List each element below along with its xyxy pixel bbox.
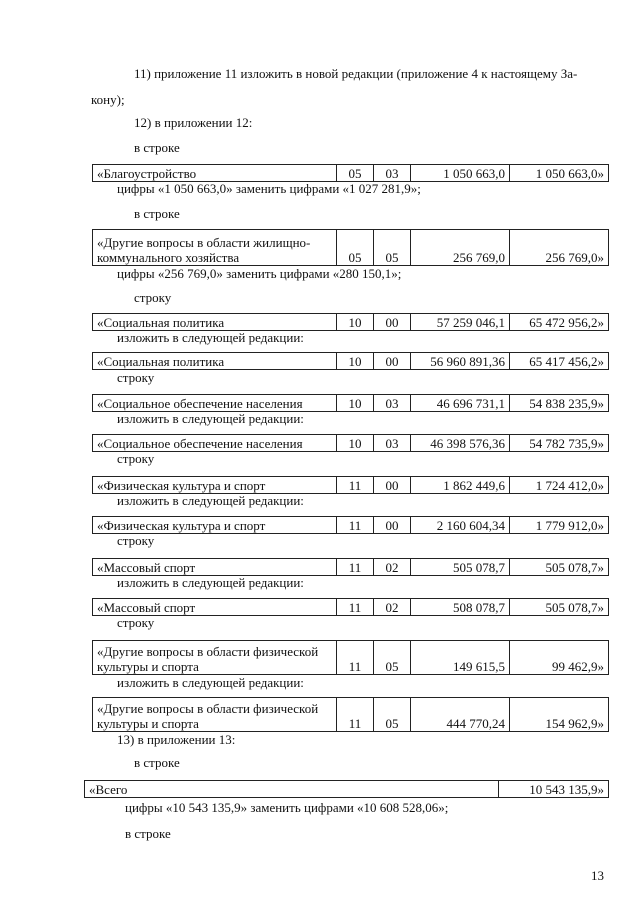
row-value-1: 56 960 891,36 bbox=[411, 353, 510, 370]
row-subsection: 03 bbox=[374, 395, 411, 412]
budget-row-mass-sport bbox=[92, 558, 609, 576]
restate-phrase: изложить в следующей редакции: bbox=[117, 675, 304, 690]
budget-row-social-policy-new bbox=[92, 352, 609, 370]
row-section: 11 bbox=[337, 559, 374, 576]
row-subsection: 00 bbox=[374, 353, 411, 370]
in-row-phrase: в строке bbox=[134, 755, 180, 770]
row-section: 05 bbox=[337, 165, 374, 182]
row-phrase: строку bbox=[117, 370, 155, 385]
total-value: 10 543 135,9» bbox=[499, 781, 609, 798]
row-value-2: 1 050 663,0» bbox=[510, 165, 609, 182]
row-value-2: 1 779 912,0» bbox=[510, 517, 609, 534]
in-row-phrase: в строке bbox=[134, 140, 180, 155]
row-subsection: 00 bbox=[374, 314, 411, 331]
replacement-text: цифры «256 769,0» заменить цифрами «280 150,1»; bbox=[117, 266, 402, 281]
row-value-1: 46 696 731,1 bbox=[411, 395, 510, 412]
row-value-1: 505 078,7 bbox=[411, 559, 510, 576]
row-subsection: 02 bbox=[374, 559, 411, 576]
row-name: «Массовый спорт bbox=[93, 559, 337, 576]
row-name: «Другие вопросы в области физической культуры и спорта bbox=[93, 641, 337, 675]
row-value-1: 57 259 046,1 bbox=[411, 314, 510, 331]
row-section: 10 bbox=[337, 353, 374, 370]
row-subsection: 00 bbox=[374, 517, 411, 534]
item-12-heading: 12) в приложении 12: bbox=[134, 115, 253, 130]
row-value-2: 54 782 735,9» bbox=[510, 435, 609, 452]
row-name: «Физическая культура и спорт bbox=[93, 517, 337, 534]
row-value-1: 46 398 576,36 bbox=[411, 435, 510, 452]
budget-row-sport-new bbox=[92, 516, 609, 534]
row-value-1: 2 160 604,34 bbox=[411, 517, 510, 534]
row-value-2: 65 417 456,2» bbox=[510, 353, 609, 370]
item-11-text-cont: кону); bbox=[91, 92, 125, 107]
restate-phrase: изложить в следующей редакции: bbox=[117, 575, 304, 590]
row-subsection: 03 bbox=[374, 165, 411, 182]
restate-phrase: изложить в следующей редакции: bbox=[117, 330, 304, 345]
row-value-2: 154 962,9» bbox=[510, 698, 609, 732]
row-section: 10 bbox=[337, 435, 374, 452]
budget-row-sport bbox=[92, 476, 609, 494]
row-section: 05 bbox=[337, 230, 374, 266]
in-row-phrase: в строке bbox=[134, 206, 180, 221]
budget-row-social-security-new bbox=[92, 434, 609, 452]
page-number: 13 bbox=[591, 868, 604, 883]
row-section: 11 bbox=[337, 517, 374, 534]
row-phrase: строку bbox=[117, 615, 155, 630]
row-value-1: 256 769,0 bbox=[411, 230, 510, 266]
row-name: «Другие вопросы в области жилищно-коммунального хозяйства bbox=[93, 230, 337, 266]
row-value-2: 1 724 412,0» bbox=[510, 477, 609, 494]
replacement-text: цифры «1 050 663,0» заменить цифрами «1 027 281,9»; bbox=[117, 181, 421, 196]
row-name: «Физическая культура и спорт bbox=[93, 477, 337, 494]
row-subsection: 05 bbox=[374, 230, 411, 266]
row-value-2: 54 838 235,9» bbox=[510, 395, 609, 412]
row-name: «Социальная политика bbox=[93, 353, 337, 370]
row-value-1: 444 770,24 bbox=[411, 698, 510, 732]
row-subsection: 00 bbox=[374, 477, 411, 494]
row-section: 11 bbox=[337, 698, 374, 732]
row-section: 10 bbox=[337, 395, 374, 412]
replacement-text: цифры «10 543 135,9» заменить цифрами «10 608 528,06»; bbox=[125, 800, 449, 815]
budget-row-sport-other-new bbox=[92, 697, 609, 732]
row-name: «Социальное обеспечение населения bbox=[93, 395, 337, 412]
budget-row-mass-sport-new bbox=[92, 598, 609, 616]
item-11-text: 11) приложение 11 изложить в новой редакции (приложение 4 к настоящему За- bbox=[134, 66, 578, 81]
row-section: 11 bbox=[337, 599, 374, 616]
row-value-1: 1 050 663,0 bbox=[411, 165, 510, 182]
row-name: «Благоустройство bbox=[93, 165, 337, 182]
row-name: «Социальная политика bbox=[93, 314, 337, 331]
row-value-2: 505 078,7» bbox=[510, 559, 609, 576]
row-name: «Социальное обеспечение населения bbox=[93, 435, 337, 452]
row-name: «Другие вопросы в области физической культуры и спорта bbox=[93, 698, 337, 732]
row-subsection: 05 bbox=[374, 698, 411, 732]
budget-row-housing-other bbox=[92, 229, 609, 266]
budget-row-social-policy bbox=[92, 313, 609, 331]
row-value-1: 508 078,7 bbox=[411, 599, 510, 616]
row-section: 10 bbox=[337, 314, 374, 331]
budget-row-sport-other bbox=[92, 640, 609, 675]
row-phrase: строку bbox=[117, 451, 155, 466]
budget-row-social-security bbox=[92, 394, 609, 412]
row-value-2: 256 769,0» bbox=[510, 230, 609, 266]
budget-row-landscaping bbox=[92, 164, 609, 182]
row-phrase: строку bbox=[117, 533, 155, 548]
row-subsection: 02 bbox=[374, 599, 411, 616]
row-phrase: строку bbox=[134, 290, 172, 305]
item-13-heading: 13) в приложении 13: bbox=[117, 732, 236, 747]
row-value-1: 1 862 449,6 bbox=[411, 477, 510, 494]
restate-phrase: изложить в следующей редакции: bbox=[117, 493, 304, 508]
row-name: «Массовый спорт bbox=[93, 599, 337, 616]
row-value-2: 99 462,9» bbox=[510, 641, 609, 675]
total-row bbox=[84, 780, 609, 798]
total-label: «Всего bbox=[85, 781, 499, 798]
row-subsection: 03 bbox=[374, 435, 411, 452]
row-section: 11 bbox=[337, 641, 374, 675]
row-value-1: 149 615,5 bbox=[411, 641, 510, 675]
in-row-phrase: в строке bbox=[125, 826, 171, 841]
row-subsection: 05 bbox=[374, 641, 411, 675]
row-value-2: 505 078,7» bbox=[510, 599, 609, 616]
restate-phrase: изложить в следующей редакции: bbox=[117, 411, 304, 426]
row-value-2: 65 472 956,2» bbox=[510, 314, 609, 331]
row-section: 11 bbox=[337, 477, 374, 494]
